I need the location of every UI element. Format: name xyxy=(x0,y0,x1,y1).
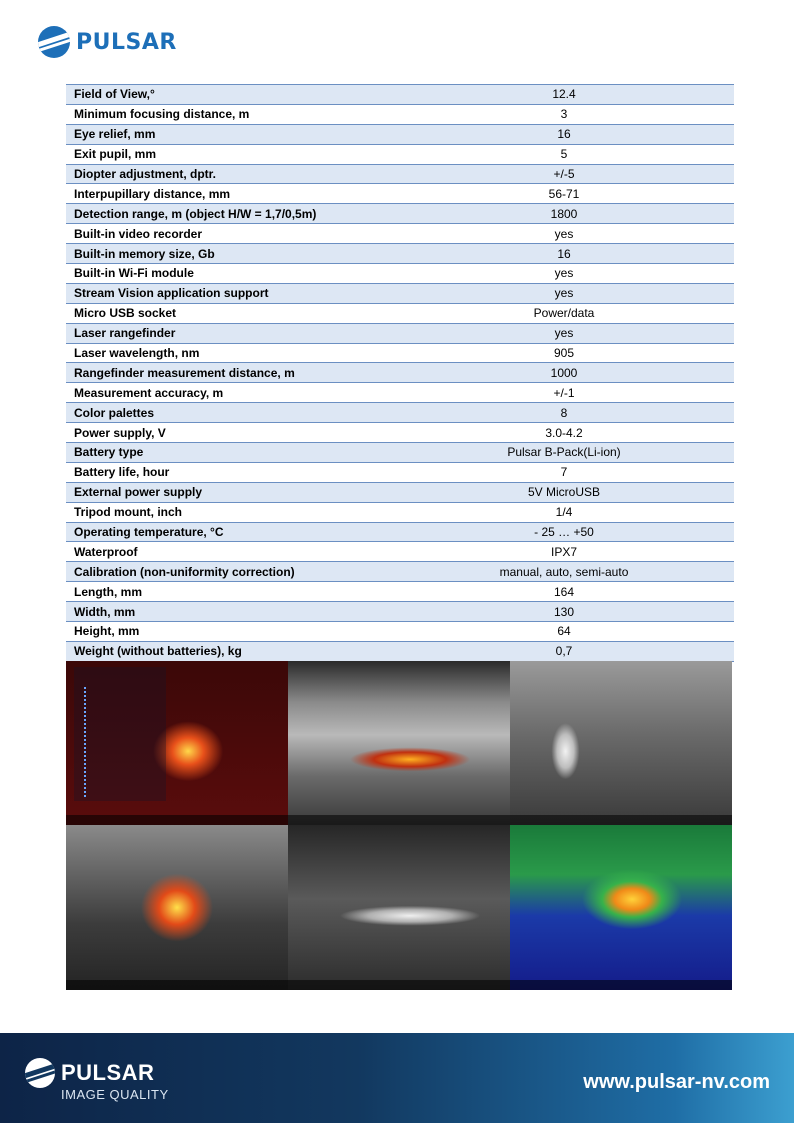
spec-label: Micro USB socket xyxy=(66,303,394,323)
spec-row xyxy=(66,542,734,562)
spec-label: Tripod mount, inch xyxy=(66,502,394,522)
spec-label: Built-in memory size, Gb xyxy=(66,244,394,264)
spec-row xyxy=(66,641,734,661)
spec-label: Operating temperature, °C xyxy=(66,522,394,542)
footer-tagline: IMAGE QUALITY xyxy=(61,1087,169,1102)
spec-row xyxy=(66,224,734,244)
spec-label: Waterproof xyxy=(66,542,394,562)
spec-value: Pulsar B-Pack(Li-ion) xyxy=(394,443,734,463)
spec-label: Detection range, m (object H/W = 1,7/0,5m) xyxy=(66,204,394,224)
spec-value: 64 xyxy=(394,622,734,642)
thermal-image-menu-red-monochrome xyxy=(66,661,288,825)
spec-value: - 25 … +50 xyxy=(394,522,734,542)
thermal-image-deer-rainbow xyxy=(510,825,732,990)
spec-row xyxy=(66,283,734,303)
status-bar xyxy=(288,815,510,825)
pulsar-logo-icon xyxy=(38,26,70,58)
spec-label: Interpupillary distance, mm xyxy=(66,184,394,204)
spec-value: 16 xyxy=(394,244,734,264)
spec-label: Laser wavelength, nm xyxy=(66,343,394,363)
spec-row xyxy=(66,184,734,204)
footer-logo-text: PULSAR xyxy=(61,1060,155,1085)
spec-value: Power/data xyxy=(394,303,734,323)
spec-value: yes xyxy=(394,323,734,343)
status-bar xyxy=(510,980,732,990)
spec-value: 5V MicroUSB xyxy=(394,482,734,502)
status-bar xyxy=(66,815,288,825)
spec-label: Color palettes xyxy=(66,403,394,423)
spec-row xyxy=(66,85,734,105)
spec-row xyxy=(66,582,734,602)
spec-row xyxy=(66,562,734,582)
spec-row xyxy=(66,104,734,124)
spec-label: Width, mm xyxy=(66,602,394,622)
spec-row xyxy=(66,403,734,423)
spec-label: Built-in Wi-Fi module xyxy=(66,264,394,284)
spec-label: Laser rangefinder xyxy=(66,323,394,343)
spec-value: IPX7 xyxy=(394,542,734,562)
spec-value: yes xyxy=(394,283,734,303)
spec-row xyxy=(66,363,734,383)
footer-website-link[interactable]: www.pulsar-nv.com xyxy=(583,1071,770,1093)
spec-row xyxy=(66,244,734,264)
spec-label: External power supply xyxy=(66,482,394,502)
spec-row xyxy=(66,482,734,502)
spec-row xyxy=(66,144,734,164)
spec-value: 905 xyxy=(394,343,734,363)
spec-label: Battery type xyxy=(66,443,394,463)
spec-value: 7 xyxy=(394,462,734,482)
spec-value: 1000 xyxy=(394,363,734,383)
logo-text: PULSAR xyxy=(76,29,177,55)
pulsar-logo xyxy=(38,26,177,58)
spec-row xyxy=(66,423,734,443)
spec-label: Built-in video recorder xyxy=(66,224,394,244)
spec-value: 0,7 xyxy=(394,641,734,661)
thermal-image-rangefinder-herd xyxy=(288,825,510,990)
spec-label: Height, mm xyxy=(66,622,394,642)
spec-row xyxy=(66,622,734,642)
spec-row xyxy=(66,443,734,463)
thermal-image-gallery xyxy=(66,661,732,990)
spec-row xyxy=(66,264,734,284)
status-bar xyxy=(288,980,510,990)
status-bar xyxy=(66,980,288,990)
spec-row xyxy=(66,343,734,363)
spec-label: Field of View,° xyxy=(66,85,394,105)
spec-value: 5 xyxy=(394,144,734,164)
spec-row xyxy=(66,164,734,184)
spec-value: 56-71 xyxy=(394,184,734,204)
spec-row xyxy=(66,522,734,542)
spec-value: 1/4 xyxy=(394,502,734,522)
spec-value: 164 xyxy=(394,582,734,602)
footer-logo xyxy=(25,1058,154,1088)
spec-row xyxy=(66,383,734,403)
footer-banner xyxy=(0,1033,794,1123)
spec-row xyxy=(66,502,734,522)
spec-label: Length, mm xyxy=(66,582,394,602)
spec-label: Minimum focusing distance, m xyxy=(66,104,394,124)
spec-value: yes xyxy=(394,224,734,244)
spec-value: 12.4 xyxy=(394,85,734,105)
spec-row xyxy=(66,124,734,144)
spec-value: 1800 xyxy=(394,204,734,224)
thermal-image-boar-closeup xyxy=(66,825,288,990)
spec-label: Eye relief, mm xyxy=(66,124,394,144)
spec-value: 3 xyxy=(394,104,734,124)
spec-value: +/-5 xyxy=(394,164,734,184)
specifications-table xyxy=(66,84,734,662)
spec-row xyxy=(66,204,734,224)
spec-label: Stream Vision application support xyxy=(66,283,394,303)
spec-value: yes xyxy=(394,264,734,284)
spec-value: 3.0-4.2 xyxy=(394,423,734,443)
spec-label: Exit pupil, mm xyxy=(66,144,394,164)
spec-label: Measurement accuracy, m xyxy=(66,383,394,403)
thermal-image-herd-field xyxy=(288,661,510,825)
spec-row xyxy=(66,323,734,343)
spec-row xyxy=(66,303,734,323)
thermal-image-stag-white-hot xyxy=(510,661,732,825)
spec-label: Weight (without batteries), kg xyxy=(66,641,394,661)
spec-label: Battery life, hour xyxy=(66,462,394,482)
spec-label: Rangefinder measurement distance, m xyxy=(66,363,394,383)
spec-label: Power supply, V xyxy=(66,423,394,443)
spec-value: 130 xyxy=(394,602,734,622)
spec-row xyxy=(66,462,734,482)
spec-value: 16 xyxy=(394,124,734,144)
color-modes-menu xyxy=(74,667,166,801)
spec-label: Diopter adjustment, dptr. xyxy=(66,164,394,184)
spec-value: +/-1 xyxy=(394,383,734,403)
spec-row xyxy=(66,602,734,622)
spec-label: Calibration (non-uniformity correction) xyxy=(66,562,394,582)
pulsar-logo-icon xyxy=(25,1058,55,1088)
spec-value: manual, auto, semi-auto xyxy=(394,562,734,582)
spec-value: 8 xyxy=(394,403,734,423)
status-bar xyxy=(510,815,732,825)
